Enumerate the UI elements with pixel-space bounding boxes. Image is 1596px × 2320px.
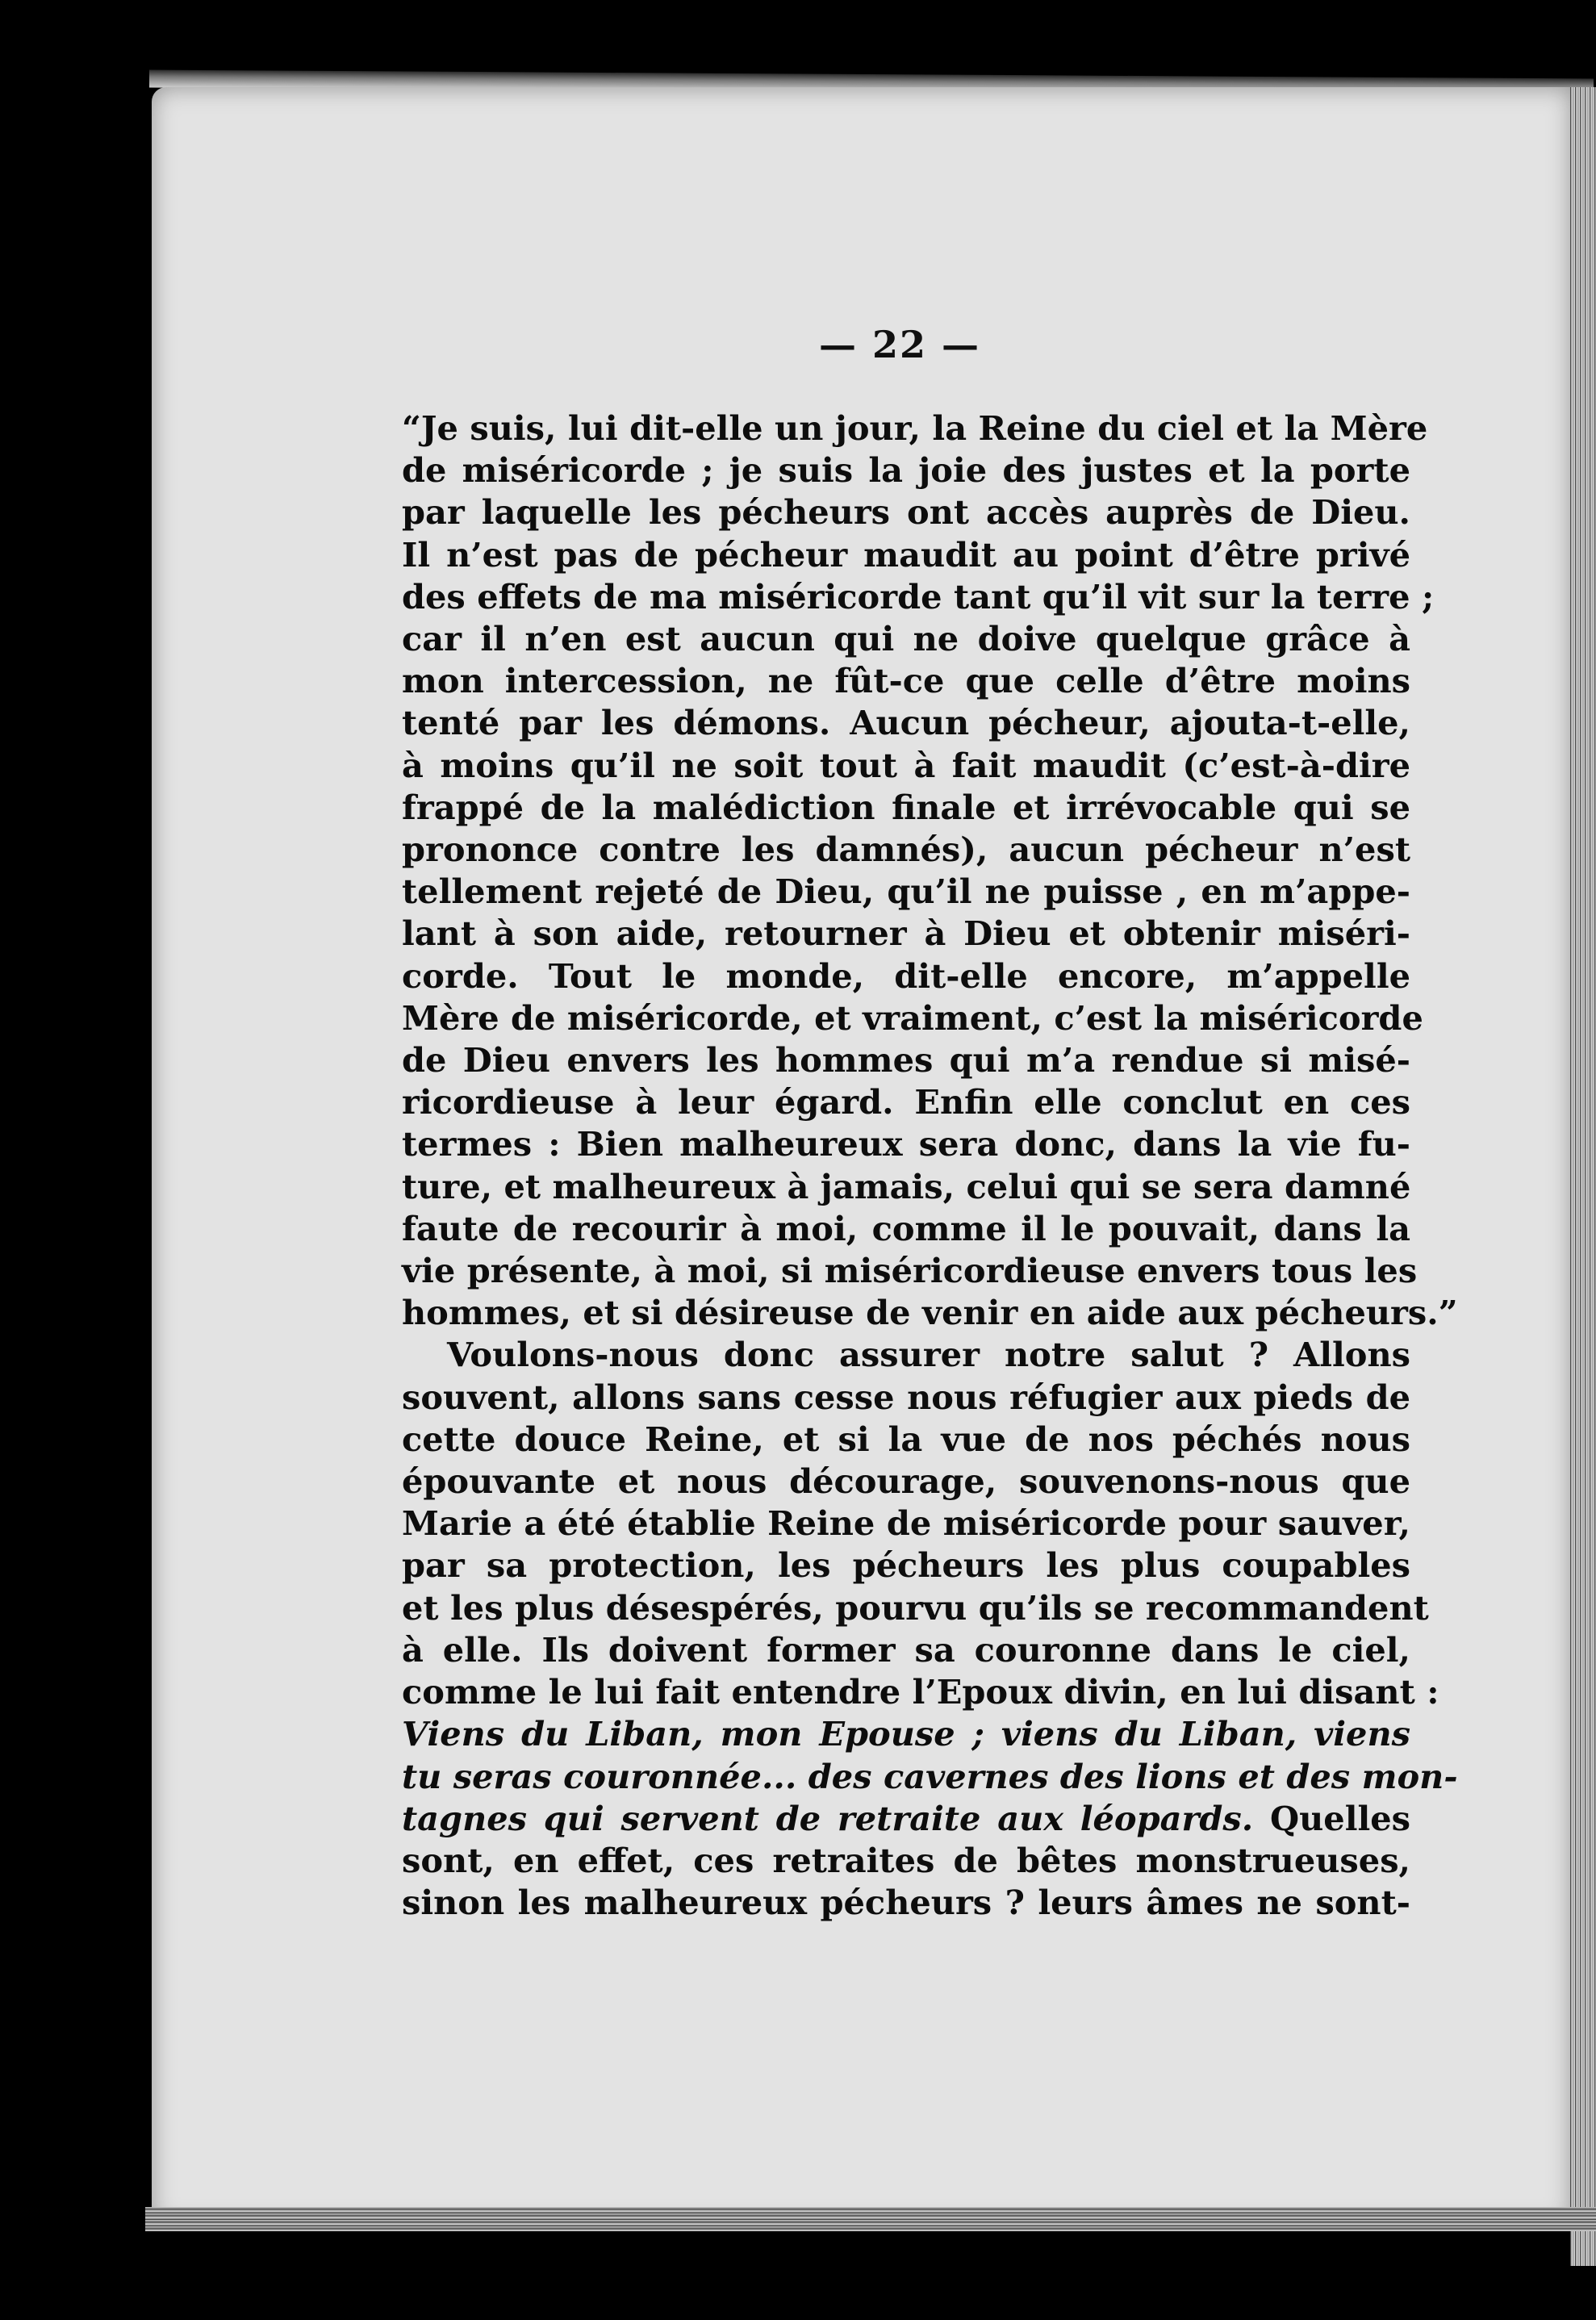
- text-line: de miséricorde ; je suis la joie des justes et la porte: [402, 450, 1410, 491]
- italic-quote-end: tagnes qui servent de retraite aux léopards.: [402, 1798, 1254, 1838]
- text-line: prononce contre les damnés), aucun pécheur n’est: [402, 830, 1410, 870]
- text-line: souvent, allons sans cesse nous réfugier aux pieds de: [402, 1377, 1410, 1417]
- page-bottom-edge: [145, 2207, 1596, 2231]
- text-line: lant à son aide, retourner à Dieu et obtenir miséri-: [402, 913, 1410, 954]
- text-line: par sa protection, les pécheurs les plus coupables: [402, 1545, 1410, 1586]
- text-line-italic: Viens du Liban, mon Epouse ; viens du Liban, viens: [402, 1714, 1410, 1754]
- text-line: comme le lui fait entendre l’Epoux divin, en lui disant :: [402, 1672, 1439, 1712]
- text-line: tellement rejeté de Dieu, qu’il ne puisse , en m’appe-: [402, 872, 1410, 912]
- page-number: — 22 —: [818, 323, 981, 366]
- body-text: [402, 408, 1458, 1924]
- text-line: Voulons-nous donc assurer notre salut ? Allons: [447, 1335, 1410, 1375]
- text-line: sinon les malheureux pécheurs ? leurs âmes ne sont-: [402, 1883, 1410, 1923]
- text-line-mixed: [402, 1798, 1410, 1840]
- page-stack-edge: [1570, 87, 1596, 2266]
- text-line: à elle. Ils doivent former sa couronne dans le ciel,: [402, 1629, 1410, 1670]
- text-line: faute de recourir à moi, comme il le pouvait, dans la: [402, 1208, 1410, 1248]
- text-line: termes : Bien malheureux sera donc, dans la vie fu-: [402, 1124, 1410, 1164]
- text-line: cette douce Reine, et si la vue de nos péchés nous: [402, 1419, 1410, 1459]
- text-line: vie présente, à moi, si miséricordieuse envers tous les: [402, 1251, 1418, 1291]
- text-line: à moins qu’il ne soit tout à fait maudit (c’est-à-dire: [402, 745, 1410, 785]
- text-line: de Dieu envers les hommes qui m’a rendue si misé-: [402, 1040, 1410, 1081]
- text-line: Mère de miséricorde, et vraiment, c’est la miséricorde: [402, 997, 1423, 1038]
- text-line-italic: tu seras couronnée... des cavernes des lions et des mon-: [402, 1756, 1458, 1796]
- text-line: tenté par les démons. Aucun pécheur, ajouta-t-elle,: [402, 703, 1410, 743]
- text-line: Marie a été établie Reine de miséricorde pour sauver,: [402, 1503, 1410, 1544]
- text-line: ture, et malheureux à jamais, celui qui se sera damné: [402, 1166, 1411, 1206]
- text-line: frappé de la malédiction finale et irrévocable qui se: [402, 787, 1410, 827]
- text-line: et les plus désespérés, pourvu qu’ils se recommandent: [402, 1587, 1429, 1628]
- text-line: corde. Tout le monde, dit-elle encore, m’appelle: [402, 955, 1410, 996]
- text-line: des effets de ma miséricorde tant qu’il vit sur la terre ;: [402, 576, 1435, 617]
- text-line: ricordieuse à leur égard. Enfin elle conclut en ces: [402, 1082, 1410, 1122]
- text-line: hommes, et si désireuse de venir en aide aux pécheurs.”: [402, 1293, 1458, 1333]
- text-line: sont, en effet, ces retraites de bêtes monstrueuses,: [402, 1840, 1410, 1880]
- text-line: épouvante et nous décourage, souvenons-nous que: [402, 1461, 1410, 1502]
- text-line: Il n’est pas de pécheur maudit au point d’être privé: [402, 534, 1410, 575]
- text-line: mon intercession, ne fût-ce que celle d’être moins: [402, 661, 1410, 701]
- text-line: car il n’en est aucun qui ne doive quelque grâce à: [402, 619, 1410, 659]
- text-fragment: Quelles: [1253, 1798, 1410, 1838]
- text-line: “Je suis, lui dit-elle un jour, la Reine du ciel et la Mère: [402, 408, 1428, 448]
- text-line: par laquelle les pécheurs ont accès auprès de Dieu.: [402, 492, 1410, 533]
